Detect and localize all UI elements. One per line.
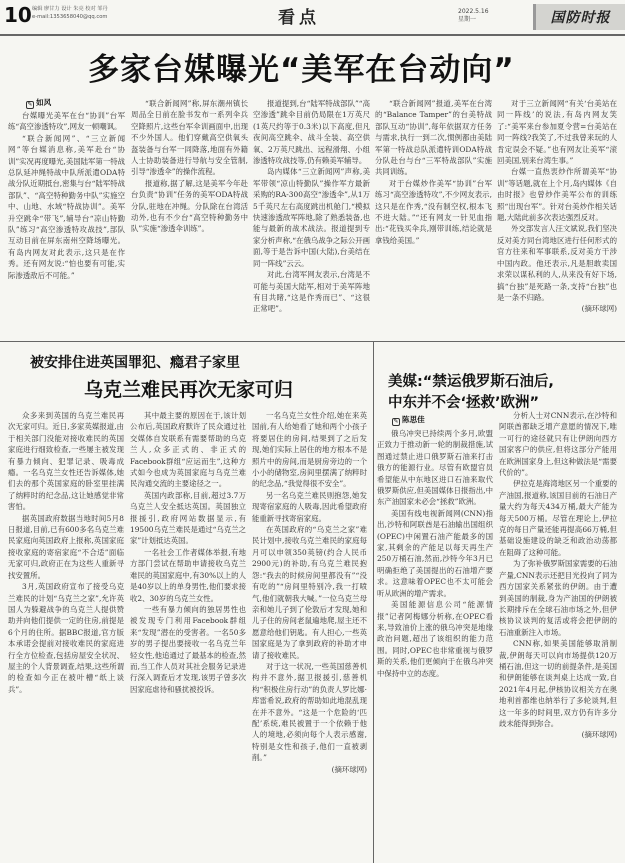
article1-paragraph: “联合新闻网”报道,美军在台湾的“Balance Tamper”的台美特战部队互动“协训”,每年依据双方任务与需求,执行一到二次,惯例都由美陆军第一特战总队派遣特训ODA特战分队赴台与台“三军特战部队”实施共同训练。 [375,99,492,177]
date-value: 2022.5.16 [458,8,489,15]
author-icon: ✎ [393,418,399,425]
article2-source: (摘环球网) [331,764,367,774]
article1-col2 [131,98,248,334]
article1-paragraph: “联合新闻网”、“三立新闻网”等台媒消息称,美军赴台“协训”实况再度曝光,美国陆军第一特战总队延冲绳特战中队所派遣ODA特战分队近期抵台,密集与台“陆军特战部队”、“高空特种勤务中队”实施空中、山地、水域“特战协训”。美军升空跳伞“带飞”,辅导台“凉山特勤队”练习“高空渗透特攻战技”,部队互动目前在屏东南州空降场曝光。有岛内网友对此表示,这只是在作秀。还有网友说:“怕也要有可能,实际渗透敌后不可能。” [8,133,125,280]
article-divider [0,341,625,342]
article2-paragraph: 一些有暴力倾向的独居男性也被发现专门利用Facebook群组来“发现”潜在的受害者。一名50多岁的男子提出要接收一名乌克兰年轻女性,他追通过了最基本的检查,然而,当工作人员对其社会服务记录进行深入调查后才发现,该男子曾多次因家庭虐待和骚扰被投诉。 [130,604,246,694]
article1-paragraph: 对此,台湾军网友表示,台湾是不可能与美国大陆军,相对于美军阵地有目共睹,“这是作秀而已”、“这很正常吧”。 [253,270,370,314]
author-icon: ✎ [27,101,33,108]
article1-paragraph: 台媒曝光美军在台“协训”台军练“高空渗透特攻”,网友一顿嘲讽。 [8,111,125,132]
header-rule [0,34,625,36]
article3-paragraph: CNN称,如果美国能够取消制裁,伊朗每天可以向市场提供120万桶石油,但这一切的前提条件,是美国和伊朗能够在谈判桌上达成一致,自2021年4月起,伊核协议相关方在奥地利首都维也纳举行了多轮谈判,但这一年多的时间里,双方仍有许多分歧未能得到弥合。 [499,639,617,728]
article3-headline-line2: 中东并不会‘拯救’欧洲” [388,395,540,411]
article1-paragraph: 对于台媒炒作美军“协训”台军练习“高空渗透特攻”,不少网友表示,这只是在作秀,“没有制空权,根本飞不进大陆。”“还有网友一针见血指出:“花钱买伞兵,刚带训练,结论就是拿钱给美国。” [375,178,492,245]
weekday-value: 星期一 [458,16,477,23]
article2-paragraph: 一名乌克兰女性介绍,她在来英国前,有人给她看了她和两个小孩子将要居住的房间,结果到了之后发现,她们实际上居住的地方根本不是照片中的房间,而是厨房旁边的一个小小的储物室,房间里摆满了纳粹时的纪念品,“我觉得很不安全”。 [252,411,367,489]
article2-paragraph: 另一名乌克兰难民则抱怨,她发现寄宿家庭的人吸毒,因此希望政府能重新寻找寄宿家庭。 [252,490,367,523]
editor-credits [32,5,108,21]
article1-source: (摘环球网) [581,304,617,314]
editor-email: e-mail:1353658040@qq.com [32,14,108,20]
article1-headline: 多家台媒曝光“美军在台动向” [88,52,515,88]
article3-byline [392,414,425,426]
article2-col1 [8,410,124,858]
article3-paragraph: 俄乌冲突已持续两个多月,欧盟正致力于推动新一轮的制裁措施,试图通过禁止进口俄罗斯石油来打击俄方的能源行业。尽管有欧盟官员希望能从中东地区进口石油来取代俄罗斯供应,但美国媒体日报指出,中东产油国家未必会“拯救”欧洲。 [377,429,493,507]
article2-paragraph: 对于这一状况,一些英国慈善机构并不意外,据卫报援引,慈善机构“积极住房行动”的负责人罗比娜·库雷希说,政府的帮助如此地混乱现在并不意外。“这是一个危险的‘匹配’系统,难民被置于一个依赖于他人的境地,必须向每个人表示感谢,特别是女性和孩子,他们一直被剥削。” [252,661,367,763]
article3-paragraph: 美国能源信息公司“能源情报”记者阿梅娜分析称,在OPEC看来,导致油价上涨的俄乌冲突是地缘政治问题,超出了该组织的能力范围。同时,OPEC也非常重视与俄罗斯的关系,他们更倾向于在俄乌冲突中保持中立的态度。 [377,600,493,678]
article2-paragraph: 众多来到英国的乌克兰难民再次无家可归。近日,多家英媒报道,由于相关部门没能对接收难民的英国家庭进行细致检查,一些屡主被发现有暴力倾向、犯罪记录、吸毒成瘾。一名乌克兰女性还告诉媒体,她们去的那个英国家庭的卧室里挂满了纳粹时的纪念品,这让她感觉非常害怕。 [8,411,124,512]
article3-headline-line1: 美媒:“禁运俄罗斯石油后, [388,374,554,390]
article3-source: (摘环球网) [581,730,617,740]
masthead-text: 国防时报 [550,10,611,26]
article1-paragraph: 报道称,据了解,这是美军今年赴台负责“协训”任务的美军ODA特战分队,驻地在冲绳。分队除在台湾活动外,也有不少台“高空特种勤务中队”实施“渗透伞训练”。 [131,178,248,234]
page-number: 10 [4,3,32,27]
article3-paragraph: 分析人士对CNN表示,在沙特和阿联酋都缺乏增产意愿的情况下,唯一可行的途径就只有让伊朗向西方国家客户的供应,但将这部分产能用在欧洲国家身上,但这种做法是“需要代价的”。 [499,411,617,478]
article3-col2 [499,410,617,858]
article2-paragraph: 在英国政府的“乌克兰之家”难民计划中,接收乌克兰难民的家庭每月可以申领350英镑(约合人民币2900元)的补助,有乌克兰难民抱怨:“我去的时候房间里都没有”“没有吃的”“房间里特别冷,我一打喷气,他们就朝我大喊。”一位乌克兰母亲和她儿子到了伦敦后才发现,她和儿子住的房间老鼠遍地爬,屋主还不愿意给他们钥匙。有人担心,一些英国家庭是为了拿到政府的补助才申请了接收难民。 [252,525,367,660]
article1-paragraph: 岛内媒体“三立新闻网”声称,美军带领“凉山特勤队”操作军方最新采购的RA-300高空“渗透伞”,从1万5千英尺左右高度跳出机舱门,“模拟快速渗透敌军阵地,除了熟悉装备,也能与最新的战术战法。报道提到专家分析声称,“在俄乌战争之际公开画面,等于是告诉中国(大陆),台美结在同一阵线”云云。 [253,167,370,268]
article1-paragraph: 外交部发言人汪文斌说,我们坚决反对美方同台湾地区进行任何形式的官方往来和军事联系,反对美方干涉中国内政。他还表示,凡是胆敢卖国求荣以谋私利的人,从来没有好下场,搞“台独”是死路一条,支持“台独”也是一条不归路。 [497,224,617,302]
article3-paragraph: 为了弥补俄罗斯国家需要的石油产量,CNN表示还把目光投向了同为西方国家关系紧张的伊朗。由于遭到美国的制裁,身为产油国的伊朗被长期排斥在全球石油市场之外,但伊核协议谈判的复活或将会把伊朗的石油重新注入市场。 [499,559,617,637]
article3-paragraph: 美国有线电视新闻网(CNN)指出,沙特和阿联酋是石油输出国组织(OPEC)中闲置石油产能最多的国家,其剩余的产能足以每天再生产250万桶石油,然而,沙特今年3月已明确拒绝了美国提出的石油增产要求。这意味着OPEC也不太可能会听从欧洲的增产需求。 [377,508,493,598]
article1-author: 如风 [36,98,52,107]
article1-col1 [8,110,125,334]
article1-paragraph: 报道提到,台“陆军特战部队”“高空渗透”跳伞目前仍局限在1万英尺(1英尺约等于0.3米)以下高度,但凡夜间高空跳伞、战斗全装、高空供氧、2万英尺跳出、远程滑翔、小组渗透特攻战技等,仍有赖美军辅导。 [253,99,370,166]
article2-paragraph: 其中最主要的原因在于,该计划公布后,英国政府默许了民众通过社交媒体自发联系有需要帮助的乌克兰人,众多正式的、非正式的Facebook群组“应运而生”,这种方式如今也成为英国家庭与乌克兰难民沟通交流的主要途径之一。 [130,411,246,489]
article3-col1 [377,428,493,858]
article2-paragraph: 3月,英国政府宣布了接受乌克兰难民的计划“乌克兰之家”,允许英国人为躲避战争的乌克兰人提供赞助并向他们提供一定的住房,前提是6个月的住所。据BBC报道,官方版本承诺会提前对接收难民的家庭进行全方位检查,包括房屋安全状况、屋主的个人背景调查,结果,这些所谓的检查如今正在被叶槽“纸上谈兵”。 [8,582,124,694]
article2-col2 [130,410,246,858]
column-divider [373,342,374,863]
article1-col4 [375,98,492,334]
article1-byline [26,97,51,109]
article2-paragraph: 据英国政府数据当地时间5月8日报道,目前,已有600多名乌克兰难民家庭向英国政府上报称,英国家庭接收家庭的寄宿家庭“不合适”面临无家可归,政府正在为这些人重新寻找安置所。 [8,513,124,580]
article3-author: 陈思佳 [402,415,425,424]
masthead-logo [533,4,625,30]
section-title: 看点 [278,8,320,28]
editor-names: 编辑 廖甘力 设计 朱亮 校对 邹丹 [32,6,108,12]
article1-paragraph: 对于三立新闻网“有关‘台美站在同一阵线’的说法,有岛内网友笑了:“美军来台参加夏令营=台美站在同一阵线?我笑了,不过我曾来玩的人肯定误会不疑。”也有网友让美军“滚回美国,别来台湾生事。” [497,99,617,166]
page-header [0,0,625,38]
article2-col3 [252,410,367,858]
article1-col3 [253,98,370,334]
article2-headline: 乌克兰难民再次无家可归 [84,379,294,401]
article1-col5 [497,98,617,334]
issue-date [458,8,489,24]
article2-paragraph: 英国内政部称,目前,超过3.7万乌克兰人安全抵达英国。英国独立报援引,政府网站数据显示,有19500乌克兰难民是通过“乌克兰之家”计划抵达英国。 [130,490,246,546]
article1-paragraph: 台媒一直热衷炒作所谓美军“协训”等话题,就在上个月,岛内媒体《自由时报》也曾炒作美军公布的训练照“出现台军”。针对台美炒作相关话题,大陆此前多次表达强烈反对。 [497,167,617,223]
article2-kicker: 被安排住进英国罪犯、瘾君子家里 [30,355,240,371]
article2-paragraph: 一名社会工作者媒体举报,有地方部门尝试在帮助申请接收乌克兰难民的英国家庭中,有30%以上的人是40岁以上的单身男性,他们要求接收2、30岁的乌克兰女性。 [130,547,246,603]
article3-paragraph: 伊拉克是海湾地区另一个重要的产油国,报道称,该国目前的石油日产量大约为每天434万桶,最大产能为每天500万桶。尽管在理论上,伊拉克的每日产量还能再提高66万桶,但基础设施建设的缺乏和政治动荡都在阻碍了这种可能。 [499,479,617,557]
article1-paragraph: “联合新闻网”称,屏东潮州镇长周品全日前在脸书发布一系列伞兵空降照片,这些台军伞训画面中,出现不少外国人。他们穿戴高空供氧头盔装备与台军一同降落,地面有外籍人士协助装备进行导航与安全管制,引导“渗透伞”的操作流程。 [131,99,248,177]
